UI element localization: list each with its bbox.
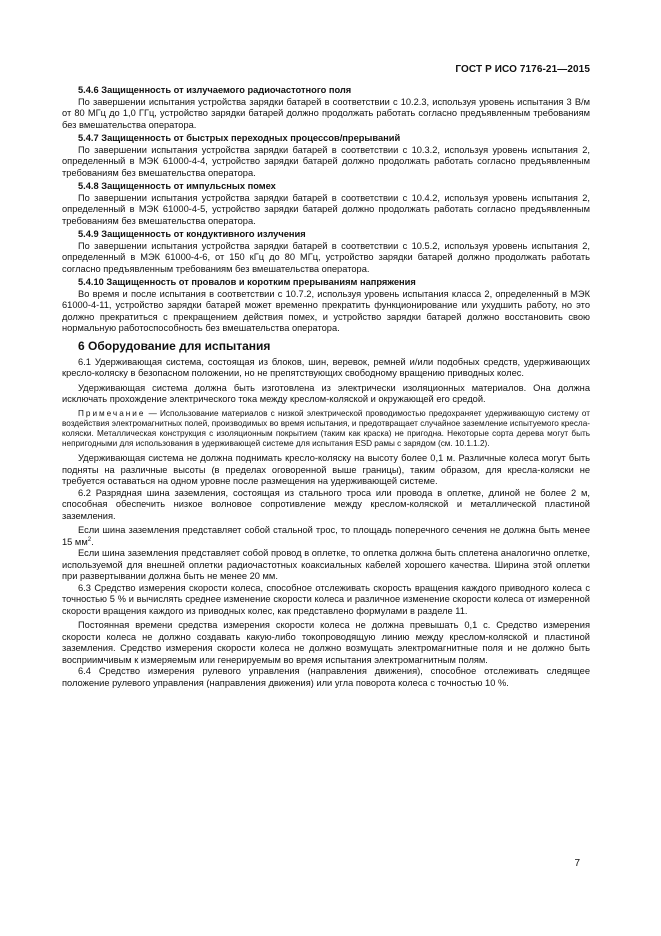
paragraph-6-2-c: Если шина заземления представляет собой провод в оплетке, то оплетка должна быть сплетена аналогично оплетке, используемой для внешней оплетки радиочастотных коаксиальных кабелей хорошего качества. Ширина этой оплетки при развертывании должна быть не менее 20 мм. <box>62 548 590 582</box>
section-5-4-6-text: По завершении испытания устройства зарядки батарей в соответствии с 10.2.3, используя уровень испытания 3 В/м от 80 МГц до 1,0 ГГц, устройство зарядки батарей должно продолжать работать согласно предъявленным требованиям без вмешательства оператора. <box>62 96 590 130</box>
section-6-title: 6 Оборудование для испытания <box>78 338 271 353</box>
paragraph-6-1-c: Удерживающая система не должна поднимать кресло-коляску на высоту более 0,1 м. Различные колеса могут быть подняты на различные высоты (в пределах оговоренной выше границы), таким образом, для кресла-коляски не требуется оставаться на одном уровне после размещения на удерживающей системе. <box>62 453 590 487</box>
paragraph-6-1-b: Удерживающая система должна быть изготовлена из электрически изоляционных материалов. Она должна исключать прохождение электрического тока между креслом-коляской и окружающей его средой. <box>62 382 590 404</box>
section-5-4-8-title: 5.4.8 Защищенность от импульсных помех <box>78 181 276 191</box>
section-5-4-8-text: По завершении испытания устройства зарядки батарей в соответствии с 10.4.2, используя уровень испытания 2, определенный в МЭК 61000-4-5, устройство зарядки батарей должно продолжать работать согласно предъявленным требованиям без вмешательства оператора. <box>62 192 590 226</box>
document-header: ГОСТ Р ИСО 7176-21—2015 <box>455 64 590 75</box>
section-5-4-10-title: 5.4.10 Защищенность от провалов и коротким прерываниям напряжения <box>78 277 416 287</box>
paragraph-6-2: 6.2 Разрядная шина заземления, состоящая из стального троса или провода в оплетке, длиной не более 2 м, способная обеспечить низкое волновое сопротивление между креслом-коляской и металлической пластиной заземления. <box>62 487 590 521</box>
paragraph-6-2-b-end: . <box>91 536 94 547</box>
paragraph-6-3: 6.3 Средство измерения скорости колеса, способное отслеживать скорость вращения каждого приводного колеса с точностью 5 % и вычислять среднее изменение скорости колеса и различное изменение скорости колеса от измеренной скорости вращения каждого из приводных колес, как представлено формулами в разделе 11. <box>62 582 590 616</box>
superscript-2: 2 <box>87 536 92 543</box>
note-paragraph <box>62 409 590 450</box>
paragraph-6-2-b <box>62 525 590 548</box>
page-content <box>62 85 590 689</box>
page-number: 7 <box>574 858 580 869</box>
paragraph-6-2-b-text: Если шина заземления представляет собой стальной трос, то площадь поперечного сечения не должна быть менее 15 мм <box>62 525 590 547</box>
section-5-4-7-title: 5.4.7 Защищенность от быстрых переходных процессов/прерываний <box>78 133 401 143</box>
note-label: Примечание <box>78 408 146 418</box>
section-5-4-6-title: 5.4.6 Защищенность от излучаемого радиочастотного поля <box>78 85 352 95</box>
paragraph-6-1: 6.1 Удерживающая система, состоящая из блоков, шин, веревок, ремней и/или подобных средств, удерживающих кресло-коляску в безопасном положении, но не препятствующих свободному вращению приводных колес. <box>62 356 590 378</box>
section-5-4-9-title: 5.4.9 Защищенность от кондуктивного излучения <box>78 229 306 239</box>
section-5-4-9-text: По завершении испытания устройства зарядки батарей в соответствии с 10.5.2, используя уровень испытания 2, определенный в МЭК 61000-4-6, от 150 кГц до 80 МГц, устройство зарядки батарей должно продолжать работать согласно предъявленным требованиям без вмешательства оператора. <box>62 240 590 274</box>
section-5-4-7-text: По завершении испытания устройства зарядки батарей в соответствии с 10.3.2, используя уровень испытания 2, определенный в МЭК 61000-4-4, устройство зарядки батарей должно продолжать работать согласно предъявленным требованиям без вмешательства оператора. <box>62 144 590 178</box>
paragraph-6-4: 6.4 Средство измерения рулевого управления (направления движения), способное отслеживать следящее положение рулевого управления (направления движения) или угла поворота колеса с точностью 10 %. <box>62 666 590 688</box>
section-5-4-10-text: Во время и после испытания в соответствии с 10.7.2, используя уровень испытания класса 2, определенный в МЭК 61000-4-11, устройство зарядки батарей может временно прекратить функционирование или ухудшить работу, но это должно прекратиться с прекращением действия помех, и устройство зарядки батарей должно восстановить свою нормальную работоспособность без вмешательства оператора. <box>62 288 590 333</box>
note-text: — Использование материалов с низкой электрической проводимостью предохраняет удерживающую систему от воздействия электромагнитных полей, производимых во время испытания, и предотвращает случайное заземление испытуемого кресла-коляски. Металлическая конструкция с изоляционным покрытием (таким как краска) не пригодна. Некоторые сорта дерева могут быть непригодными для использования в удерживающей системе для испытания ESD рамы с зарядом (см. 10.1.1.2). <box>62 408 590 449</box>
paragraph-6-3-b: Постоянная времени средства измерения скорости колеса не должна превышать 0,1 с. Средство измерения скорости колеса не должно создавать какую-либо токопроводящую линию между креслом-коляской и пластиной заземления. Средство измерения скорости колеса не должно возмущать электромагнитные поля и не должно быть восприимчивым к измеряемым или генерируемым во время испытания электромагнитным полям. <box>62 620 590 665</box>
